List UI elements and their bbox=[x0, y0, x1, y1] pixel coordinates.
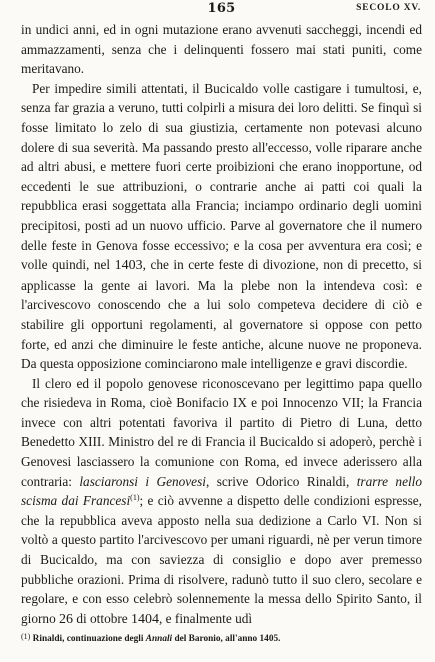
footnote-reference: (1) bbox=[130, 493, 140, 503]
text-run: , scrive Odorico Rinaldi, bbox=[205, 473, 357, 489]
italic-quote: Annali bbox=[145, 634, 173, 644]
year-number: 26 bbox=[59, 611, 74, 627]
paragraph bbox=[21, 374, 422, 630]
page-header bbox=[22, 1, 421, 17]
page-number: 165 bbox=[207, 1, 236, 16]
paragraph bbox=[21, 20, 422, 79]
year-number: 1403 bbox=[114, 258, 143, 274]
footnote-mark: (1) bbox=[21, 632, 31, 641]
paragraph bbox=[21, 79, 422, 374]
text-run: Per impedire simili attentati, il Bucicaldo volle castigare i tumultosi, e, senza far grazia a veruno, tutti colpirli a misura dei loro delitti. Se finquì si fosse limitato lo zelo di sua giustizia, certamente non potevasi alcuno dolere di sua severità. Ma passando presto all'eccesso, volle riparare anche ad altri abusi, e mettere fuori certe proibizioni che erano inopportune, od eccedenti le sue attribuzioni, o contrarie anche ai patti coi quali la repubblica erasi soggettata alla Francia; inciampo ordinario degli uomini precipitosi, posti ad un nuovo ufficio. Parve al governatore che il numero delle feste in Genova fosse eccessivo; e la cosa per avventura era così; e volle quindi, nel bbox=[21, 80, 422, 273]
italic-quote: lasciaronsi i Genovesi bbox=[79, 473, 206, 489]
running-head: SECOLO XV. bbox=[356, 3, 421, 13]
italic-quote: trarre nello scisma dai Francesi bbox=[21, 473, 423, 509]
year-number: 1404 bbox=[131, 611, 160, 627]
text-run: , che in certe feste di divozione, non di precetto, si applicasse la gente ai lavori. Ma la plebe non la intendeva così: e l'arcivescovo conoscendo che a lui solo competeva decidere di ciò e stabilire gli opportuni regolamenti, al governatore si oppose con petto forte, ed anzi che diminuire le feste antiche, alcune nuove ne proponeva. Da questa opposizione cominciarono male intelligenze e gravi discordie. bbox=[21, 257, 422, 372]
text-run: in undici anni, ed in ogni mutazione erano avvenuti saccheggi, incendi ed ammazzamenti, senza che i delinquenti fossero mai stati puniti, come meritavano. bbox=[21, 22, 422, 77]
footnote bbox=[21, 631, 422, 645]
text-run: ; e ciò avvenne a dispetto delle condizioni espresse, che la repubblica aveva apposto nella sua dedizione a Carlo VI. Non si voltò a questo partito l'arcivescovo per umani riguardi, nè per verun timore di Bucicaldo, ma con saviezza di consiglio e dopo aver premesso pubbliche orazioni. Prima di risolvere, radunò tutto il suo clero, secolare e regolare, e con esso celebrò solennemente la messa dello Spirito Santo, il giorno bbox=[21, 493, 422, 626]
text-run: Rinaldi, continuazione degli bbox=[30, 634, 146, 644]
text-run: Il clero ed il popolo genovese riconoscevano per legittimo papa quello che risiedeva in Roma, cioè Bonifacio IX e poi Innocenzo VII; la Francia invece con altri potentati favoriva il partito di Pietro di Luna, detto Benedetto XIII. Ministro del re di Francia il Bucicaldo si adoperò, perchè i Genovesi lasciassero la comunione con Roma, ed invece aderissero alla contraria: bbox=[21, 375, 422, 489]
text-run: di ottobre bbox=[73, 610, 132, 626]
text-run: del Baronio, all'anno 1405. bbox=[172, 634, 281, 644]
text-run: , e finalmente udì bbox=[159, 610, 253, 626]
body-text bbox=[21, 20, 422, 629]
